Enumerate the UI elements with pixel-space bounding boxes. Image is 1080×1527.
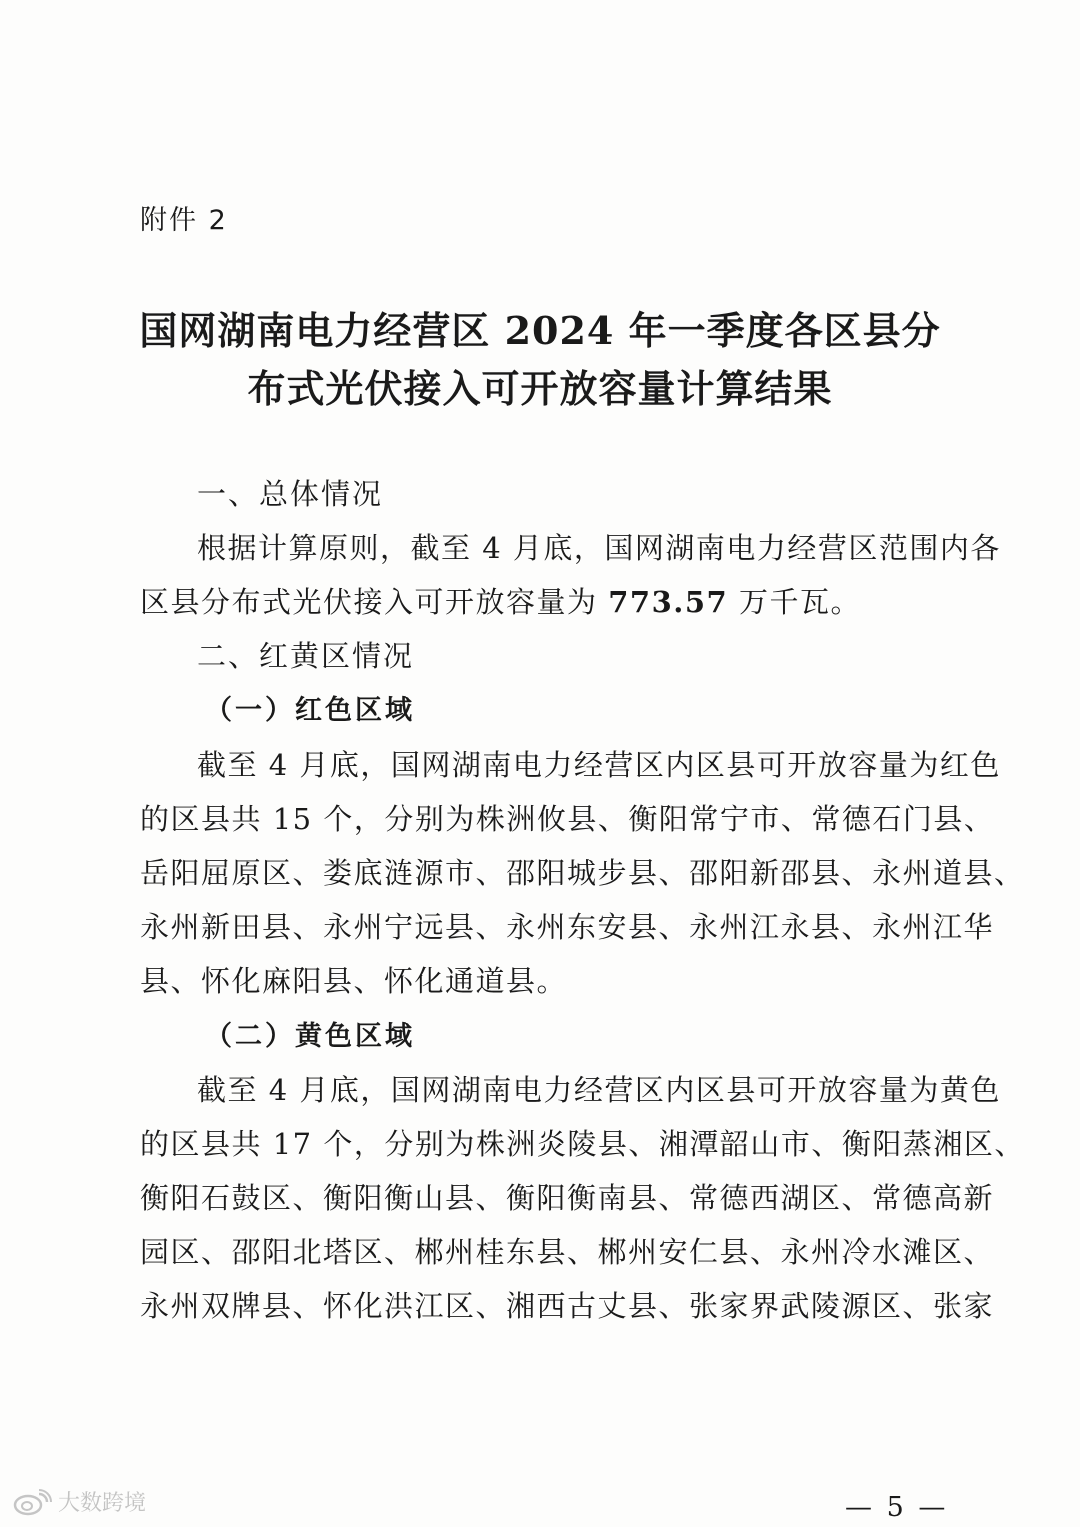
- watermark-text: 大数跨境: [58, 1491, 147, 1516]
- section-heading-red-yellow: 二、红黄区情况: [197, 639, 415, 673]
- document-title-line-1: 国网湖南电力经营区 2024 年一季度各区县分: [139, 308, 941, 353]
- page-number: — 5 —: [845, 1492, 949, 1523]
- paragraph-line: 永州双牌县、怀化洪江区、湘西古丈县、张家界武陵源区、张家: [140, 1289, 995, 1323]
- document-title-line-2: 布式光伏接入可开放容量计算结果: [247, 366, 833, 411]
- paragraph-line: 的区县共 15 个，分别为株洲攸县、衡阳常宁市、常德石门县、: [140, 802, 995, 836]
- paragraph-line: 衡阳石鼓区、衡阳衡山县、衡阳衡南县、常德西湖区、常德高新: [140, 1181, 995, 1215]
- subheading-red-area: （一）红色区域: [205, 695, 415, 726]
- paragraph-line: 的区县共 17 个，分别为株洲炎陵县、湘潭韶山市、衡阳蒸湘区、: [140, 1127, 1025, 1161]
- paragraph-text: 区县分布式光伏接入可开放容量为: [140, 585, 609, 619]
- watermark: [12, 1486, 146, 1517]
- paragraph-line-capacity: [140, 580, 861, 621]
- paragraph-line: 园区、邵阳北塔区、郴州桂东县、郴州安仁县、永州冷水滩区、: [140, 1235, 995, 1269]
- paragraph-line: 根据计算原则，截至 4 月底，国网湖南电力经营区范围内各: [197, 531, 1001, 565]
- paragraph-line: 岳阳屈原区、娄底涟源市、邵阳城步县、邵阳新邵县、永州道县、: [140, 856, 1025, 890]
- subheading-yellow-area: （二）黄色区域: [205, 1021, 415, 1052]
- capacity-unit: 万千瓦。: [728, 585, 861, 619]
- paragraph-line: 截至 4 月底，国网湖南电力经营区内区县可开放容量为黄色: [197, 1073, 1001, 1107]
- paragraph-line: 县、怀化麻阳县、怀化通道县。: [140, 964, 568, 998]
- section-heading-overall: 一、总体情况: [197, 477, 384, 511]
- attachment-label: 附件 2: [140, 205, 228, 236]
- capacity-value: 773.57: [608, 585, 729, 619]
- weibo-logo-icon: [12, 1488, 52, 1516]
- paragraph-line: 永州新田县、永州宁远县、永州东安县、永州江永县、永州江华: [140, 910, 995, 944]
- paragraph-line: 截至 4 月底，国网湖南电力经营区内区县可开放容量为红色: [197, 748, 1001, 782]
